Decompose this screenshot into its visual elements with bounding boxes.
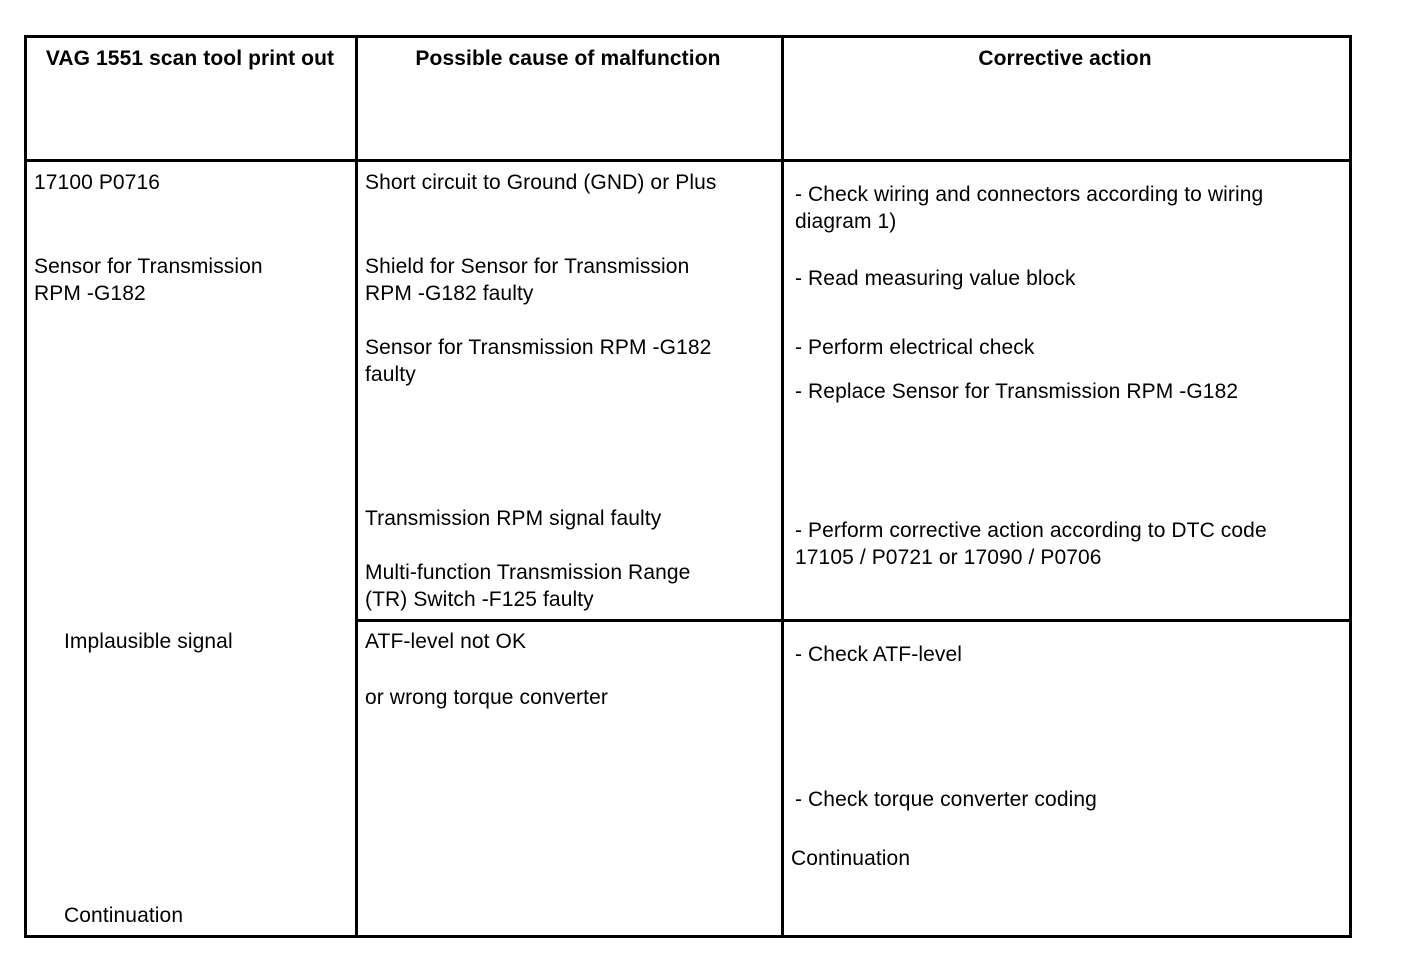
cause-sensor-line2: faulty: [365, 363, 416, 386]
action-dtc-line2: 17105 / P0721 or 17090 / P0706: [795, 546, 1102, 569]
fault-code: 17100 P0716: [34, 171, 161, 194]
action-check-wiring-line1: - Check wiring and connectors according to wiring: [795, 183, 1264, 206]
cause-sensor-line1: Sensor for Transmission RPM -G182: [365, 336, 712, 359]
cause-tr-switch-line2: (TR) Switch -F125 faulty: [365, 588, 594, 611]
component-name-line2: RPM -G182: [34, 282, 146, 305]
action-check-atf-level: - Check ATF-level: [795, 643, 963, 666]
table-border-bottom: [24, 935, 1352, 938]
cause-rpm-signal: Transmission RPM signal faulty: [365, 507, 662, 530]
row-divider: [357, 619, 1352, 622]
component-name-line1: Sensor for Transmission: [34, 255, 263, 278]
action-read-value-block: - Read measuring value block: [795, 267, 1076, 290]
continuation-right: Continuation: [791, 847, 911, 870]
cause-shield-line1: Shield for Sensor for Transmission: [365, 255, 690, 278]
action-check-wiring-line2: diagram 1): [795, 210, 897, 233]
continuation-left: Continuation: [64, 904, 184, 927]
action-dtc-line1: - Perform corrective action according to DTC code: [795, 519, 1267, 542]
action-electrical-check: - Perform electrical check: [795, 336, 1035, 359]
cause-tr-switch-line1: Multi-function Transmission Range: [365, 561, 691, 584]
fault-type: Implausible signal: [64, 630, 233, 653]
header-scan-tool-printout: VAG 1551 scan tool print out: [45, 47, 335, 70]
table-border-right: [1349, 35, 1352, 938]
action-replace-sensor: - Replace Sensor for Transmission RPM -G182: [795, 380, 1239, 403]
table-border-left: [24, 35, 27, 938]
header-divider: [24, 159, 1352, 162]
cause-shield-line2: RPM -G182 faulty: [365, 282, 534, 305]
action-check-converter-coding: - Check torque converter coding: [795, 788, 1097, 811]
cause-atf-level: ATF-level not OK: [365, 630, 527, 653]
column-divider-1: [355, 35, 358, 938]
cause-torque-converter: or wrong torque converter: [365, 686, 608, 709]
cause-short-circuit: Short circuit to Ground (GND) or Plus: [365, 171, 717, 194]
column-divider-2: [781, 35, 784, 938]
header-possible-cause: Possible cause of malfunction: [415, 47, 721, 70]
table-border-top: [24, 35, 1352, 38]
header-corrective-action: Corrective action: [978, 47, 1152, 70]
